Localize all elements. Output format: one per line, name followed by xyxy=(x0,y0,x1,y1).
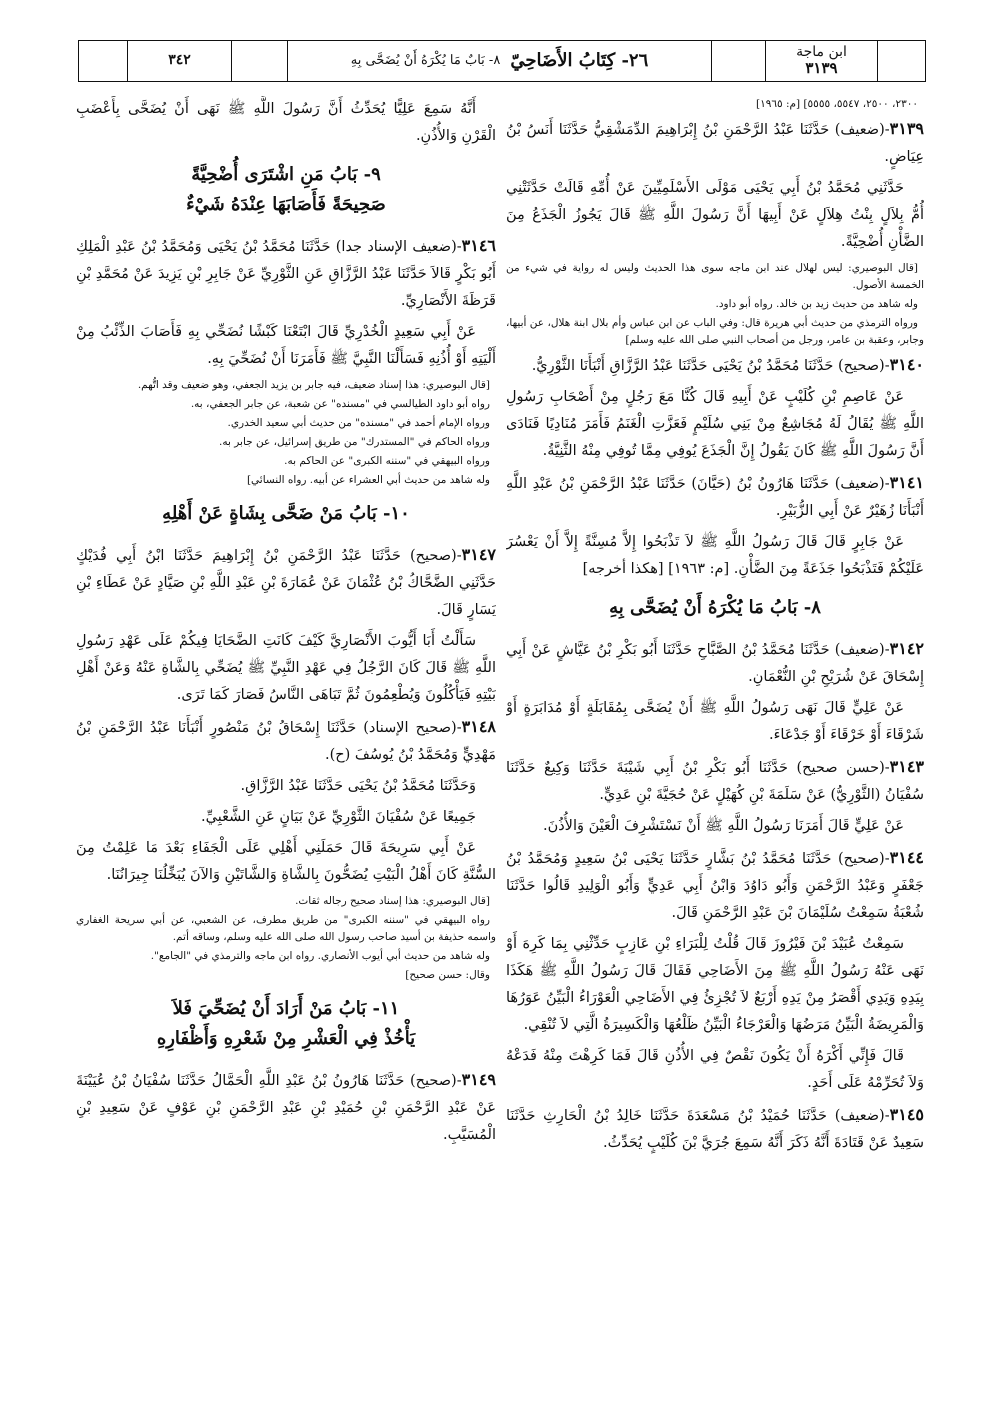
book-title: ٢٦- كِتَابُ الأَضَاحِيّ xyxy=(510,50,649,72)
hadith-3144-chain xyxy=(506,844,924,927)
hadith-isnad: -(صحيح) حَدَّثَنَا مُحَمَّدُ بْنُ بَشَّارٍ حَدَّثَنَا يَحْيَى بْنُ سَعِيدٍ وَمُحَمَّدُ بْنُ جَعْفَرٍ وَعَبْدُ الرَّحْمَنِ وَأَبُو دَاوُدَ وَابْنُ أَبِي عَدِيٍّ وَأَبُو الْوَلِيدِ قَالُوا حَدَّثَنَا شُعْبَةُ سَمِعْتُ سُلَيْمَانَ بْنَ عَبْدِ الرَّحْمَنِ قَالَ. xyxy=(506,851,924,921)
hadith-isnad: -(ضعيف) حَدَّثَنَا عَبْدُ الرَّحْمَنِ بْنُ إِبْرَاهِيمَ الدِّمَشْقِيُّ حَدَّثَنَا أَنَسُ بْنُ عِيَاضٍ. xyxy=(506,122,924,165)
footnote: ورواه الترمذي من حديث أبي هريرة قال: وفي الباب عن ابن عباس وأم بلال ابنة هلال، عن أبيها، وجابر، وعقبة بن عامر، ورجل من أصحاب النبي صلى الله عليه وسلم] xyxy=(506,317,924,346)
hadith-3140-chain xyxy=(506,351,924,380)
header-ref-number: ٣١٣٩ xyxy=(805,59,838,78)
header-empty-cell xyxy=(711,41,765,81)
hadith-3142-text: عَنْ عَلِيٍّ قَالَ نَهَى رَسُولُ اللَّهِ ﷺ أَنْ يُضَحَّى بِمُقَابَلَةٍ أَوْ مُدَابَرَةٍ أَوْ شَرْقَاءَ أَوْ خَرْقَاءَ أَوْ جَدْعَاءَ. xyxy=(506,700,924,743)
right-column xyxy=(506,96,924,1386)
header-empty-cell xyxy=(877,41,925,81)
hadith-number: ٣١٤٩ xyxy=(461,1070,496,1089)
hadith-isnad: -(صحيح) حَدَّثَنَا مُحَمَّدُ بْنُ يَحْيَى حَدَّثَنَا عَبْدُ الرَّزَّاقِ أَنْبَأَنَا الثَّوْرِيُّ. xyxy=(531,358,890,374)
hadith-3141-chain xyxy=(506,469,924,525)
header-ref-label: ابن ماجة xyxy=(796,44,847,61)
hadith-number: ٣١٤٦ xyxy=(461,236,496,255)
hadith-isnad: -(ضعيف) حَدَّثَنَا هَارُونُ بْنُ (حَيَّانَ) حَدَّثَنَا عَبْدُ الرَّحْمَنِ بْنُ عَبْدِ اللَّهِ أَنْبَأَنَا زُهَيْرٌ عَنْ أَبِي الزُّبَيْرِ. xyxy=(506,476,924,519)
chapter-title: ٨- بَابٌ مَا يُكْرَهُ أَنْ يُضَحَّى بِهِ xyxy=(350,52,501,68)
hadith-number: ٣١٣٩ xyxy=(889,119,924,138)
hadith-number: ٣١٤٢ xyxy=(889,639,924,658)
hadith-isnad: -(صحيح) حَدَّثَنَا هَارُونُ بْنُ عَبْدِ اللَّهِ الْحَمَّالُ حَدَّثَنَا سُفْيَانُ بْنُ عُيَيْنَةَ عَنْ عَبْدِ الرَّحْمَنِ بْنِ حُمَيْدِ بْنِ عَبْدِ الرَّحْمَنِ بْنِ عَوْفٍ عَنْ سَعِيدِ بْنِ الْمُسَيَّبِ. xyxy=(76,1073,496,1143)
left-column xyxy=(76,96,496,1386)
hadith-3139-text: حَدَّثَنِي مُحَمَّدُ بْنُ أَبِي يَحْيَى مَوْلَى الأَسْلَمِيِّينَ عَنْ أُمِّهِ قَالَتْ حَدَّثَتْنِي أُمُّ بِلاَلٍ بِنْتُ هِلاَلٍ عَنْ أَبِيهَا أَنَّ رَسُولَ اللَّهِ ﷺ قَالَ يَجُوزُ الْجَذَعُ مِنَ الضَّأْنِ أُضْحِيَّةً. xyxy=(506,180,924,250)
hadith-3146-chain xyxy=(76,232,496,315)
hadith-isnad: -(ضعيف) حَدَّثَنَا مُحَمَّدُ بْنُ الصَّبَّاحِ حَدَّثَنَا أَبُو بَكْرِ بْنُ عَيَّاشٍ عَنْ أَبِي إِسْحَاقَ عَنْ شُرَيْحِ بْنِ النُّعْمَانِ. xyxy=(506,642,924,685)
hadith-3145-text: أَنَّهُ سَمِعَ عَلِيًّا يُحَدِّثُ أَنَّ رَسُولَ اللَّهِ ﷺ نَهَى أَنْ يُضَحَّى بِأَعْضَبِ الْقَرْنِ وَالأُذُنِ. xyxy=(76,101,496,144)
hadith-3148-text: عَنْ أَبِي سَرِيحَةَ قَالَ حَمَلَنِي أَهْلِي عَلَى الْجَفَاءِ بَعْدَ مَا عَلِمْتُ مِنَ السُّنَّةِ كَانَ أَهْلُ الْبَيْتِ يُضَحُّونَ بِالشَّاةِ وَالشَّاتَيْنِ وَالآنَ يُبَخِّلُنَا جِيرَانُنَا. xyxy=(76,840,496,883)
chapter-heading-line: يَأْخُذْ فِي الْعَشْرِ مِنْ شَعْرِهِ وَأَظْفَارِهِ xyxy=(156,1028,416,1049)
footnote: ورواه الإمام أحمد في "مسنده" من حديث أبي سعيد الخدري. xyxy=(227,417,490,429)
header-empty-cell xyxy=(231,41,287,81)
chapter-heading-11 xyxy=(76,994,496,1054)
hadith-3149-chain xyxy=(76,1066,496,1149)
footnote: رواه أبو داود الطيالسي في "مسنده" عن شعبة، عن جابر الجعفي، به. xyxy=(190,398,490,410)
footnote: [قال البوصيري: هذا إسناد صحيح رجاله ثقات. xyxy=(295,895,490,907)
hadith-3148-chain-3: جَمِيعًا عَنْ سُفْيَانَ الثَّوْرِيِّ عَنْ بَيَانٍ عَنِ الشَّعْبِيِّ. xyxy=(201,809,476,825)
hadith-3144-text: سَمِعْتُ عُبَيْدَ بْنَ فَيْرُوزَ قَالَ قُلْتُ لِلْبَرَاءِ بْنِ عَازِبٍ حَدِّثْنِي بِمَا كَرِهَ أَوْ نَهَى عَنْهُ رَسُولُ اللَّهِ ﷺ مِنَ الأَضَاحِي فَقَالَ قَالَ رَسُولُ اللَّهِ ﷺ هَكَذَا بِيَدِهِ وَيَدِي أَقْصَرُ مِنْ يَدِهِ أَرْبَعٌ لاَ تُجْزِئُ فِي الأَضَاحِي الْعَوْرَاءُ الْبَيِّنُ عَوَرُهَا وَالْمَرِيضَةُ الْبَيِّنُ مَرَضُهَا وَالْعَرْجَاءُ الْبَيِّنُ ظَلْعُهَا وَالْكَسِيرَةُ الَّتِي لاَ تُنْقِي. xyxy=(506,936,924,1033)
hadith-3142-chain xyxy=(506,635,924,691)
footnote: وقال: حسن صحيح] xyxy=(405,969,490,981)
hadith-3144-text-2: قَالَ فَإِنِّي أَكْرَهُ أَنْ يَكُونَ نَقْصٌ فِي الأُذُنِ قَالَ فَمَا كَرِهْتَ مِنْهُ فَدَعْهُ وَلاَ تُحَرِّمْهُ عَلَى أَحَدٍ. xyxy=(506,1048,924,1091)
hadith-number: ٣١٤٥ xyxy=(889,1105,924,1124)
hadith-3148-chain xyxy=(76,713,496,769)
hadith-isnad: -(ضعيف) حَدَّثَنَا حُمَيْدُ بْنُ مَسْعَدَةَ حَدَّثَنَا خَالِدُ بْنُ الْحَارِثِ حَدَّثَنَا سَعِيدٌ عَنْ قَتَادَةَ أَنَّهُ ذَكَرَ أَنَّهُ سَمِعَ جُرَيَّ بْنَ كُلَيْبٍ يُحَدِّثُ. xyxy=(506,1108,924,1151)
hadith-number: ٣١٤٣ xyxy=(889,757,924,776)
hadith-3147-text: سَأَلْتُ أَبَا أَيُّوبَ الأَنْصَارِيَّ كَيْفَ كَانَتِ الضَّحَايَا فِيكُمْ عَلَى عَهْدِ رَسُولِ اللَّهِ ﷺ قَالَ كَانَ الرَّجُلُ فِي عَهْدِ النَّبِيِّ ﷺ يُضَحِّي بِالشَّاةِ عَنْهُ وَعَنْ أَهْلِ بَيْتِهِ فَيَأْكُلُونَ وَيُطْعِمُونَ ثُمَّ تَبَاهَى النَّاسُ فَصَارَ كَمَا تَرَى. xyxy=(76,633,496,703)
footnote: ورواه الحاكم في "المستدرك" من طريق إسرائيل، عن جابر به. xyxy=(219,436,490,448)
header-empty-cell xyxy=(79,41,127,81)
hadith-isnad: -(صحيح) حَدَّثَنَا عَبْدُ الرَّحْمَنِ بْنُ إِبْرَاهِيمَ حَدَّثَنَا ابْنُ أَبِي فُدَيْكٍ حَدَّثَنِي الضَّحَّاكُ بْنُ عُثْمَانَ عَنْ عُمَارَةَ بْنِ عَبْدِ اللَّهِ بْنِ صَيَّادٍ عَنْ عَطَاءِ بْنِ يَسَارٍ قَالَ. xyxy=(76,548,496,618)
hadith-isnad: -(حسن صحيح) حَدَّثَنَا أَبُو بَكْرِ بْنُ أَبِي شَيْبَةَ حَدَّثَنَا وَكِيعٌ حَدَّثَنَا سُفْيَانُ (الثَّوْرِيُّ) عَنْ سَلَمَةَ بْنِ كُهَيْلٍ عَنْ حُجَيَّةَ بْنِ عَدِيٍّ. xyxy=(506,760,924,803)
hadith-isnad: -(ضعيف الإسناد جدا) حَدَّثَنَا مُحَمَّدُ بْنُ يَحْيَى وَمُحَمَّدُ بْنُ عَبْدِ الْمَلِكِ أَبُو بَكْرٍ قَالاَ حَدَّثَنَا عَبْدُ الرَّزَّاقِ عَنِ الثَّوْرِيِّ عَنْ جَابِرِ بْنِ يَزِيدَ عَنْ مُحَمَّدِ بْنِ قَرَظَةَ الأَنْصَارِيِّ. xyxy=(76,239,496,309)
page-header xyxy=(78,40,926,82)
chapter-heading-9 xyxy=(76,160,496,220)
hadith-3146-text: عَنْ أَبِي سَعِيدٍ الْخُدْرِيِّ قَالَ ابْتَعْنَا كَبْشًا نُضَحِّي بِهِ فَأَصَابَ الذِّئْبُ مِنْ أَلْيَتِهِ أَوْ أُذُنِهِ فَسَأَلْنَا النَّبِيَّ ﷺ فَأَمَرَنَا أَنْ نُضَحِّيَ بِهِ. xyxy=(76,324,496,367)
chapter-heading-10: ١٠- بَابُ مَنْ ضَحَّى بِشَاةٍ عَنْ أَهْلِهِ xyxy=(162,503,410,524)
footnote: رواه البيهقي في "سننه الكبرى" من طريق مطرف، عن الشعبي، عن أبي سريحة الغفاري واسمه حذيفة بن أسيد صاحب رسول الله صلى الله عليه وسلم، وساقه أتم. xyxy=(76,914,496,943)
hadith-3143-chain xyxy=(506,753,924,809)
header-title xyxy=(287,41,711,81)
chapter-heading-line: ١١- بَابُ مَنْ أَرَادَ أَنْ يُضَحِّيَ فَلاَ xyxy=(172,998,400,1019)
hadith-3143-text: عَنْ عَلِيٍّ قَالَ أَمَرَنَا رَسُولُ اللَّهِ ﷺ أَنْ نَسْتَشْرِفَ الْعَيْنَ وَالأُذُنَ. xyxy=(542,818,904,834)
hadith-3145-chain xyxy=(506,1101,924,1157)
footnote: [قال البوصيري: ليس لهلال عند ابن ماجه سوى هذا الحديث وليس له رواية في شيء من الخمسة الأصول. xyxy=(506,262,924,291)
footnote: وله شاهد من حديث زيد بن خالد. رواه أبو داود. xyxy=(715,298,918,310)
hadith-3140-text: عَنْ عَاصِمِ بْنِ كُلَيْبٍ عَنْ أَبِيهِ قَالَ كُنَّا مَعَ رَجُلٍ مِنْ أَصْحَابِ رَسُولِ اللَّهِ ﷺ يُقَالُ لَهُ مُجَاشِعٌ مِنْ بَنِي سُلَيْمٍ فَعَزَّتِ الْغَنَمُ فَأَمَرَ مُنَادِيًا فَنَادَى أَنَّ رَسُولَ اللَّهِ ﷺ كَانَ يَقُولُ إِنَّ الْجَذَعَ يُوفِي مِمَّا تُوفِي مِنْهُ الثَّنِيَّةُ. xyxy=(506,389,924,459)
footnote: [قال البوصيري: هذا إسناد ضعيف، فيه جابر بن يزيد الجعفي، وهو ضعيف وقد اتُّهم. xyxy=(137,379,490,391)
chapter-heading-line: صَحِيحَةً فَأَصَابَهَا عِنْدَهُ شَيْءٌ xyxy=(186,194,386,215)
hadith-number: ٣١٤٧ xyxy=(461,545,496,564)
hadith-3147-chain xyxy=(76,541,496,624)
hadith-number: ٣١٤٨ xyxy=(461,717,496,736)
hadith-number: ٣١٤٤ xyxy=(889,848,924,867)
hadith-3139-chain xyxy=(506,115,924,171)
page-number: ٣٤٢ xyxy=(127,41,231,81)
hadith-3141-text: عَنْ جَابِرٍ قَالَ قَالَ رَسُولُ اللَّهِ ﷺ لاَ تَذْبَحُوا إِلاَّ مُسِنَّةً إِلاَّ أَنْ يَعْسُرَ عَلَيْكُمْ فَتَذْبَحُوا جَذَعَةً مِنَ الضَّأْنِ. [م: ١٩٦٣] [هكذا أخرجه] xyxy=(506,534,924,577)
footnote: وله شاهد من حديث أبي العشراء عن أبيه. رواه النسائي] xyxy=(246,474,490,486)
header-reference xyxy=(765,41,877,81)
hadith-3148-chain-2: وَحَدَّثَنَا مُحَمَّدُ بْنُ يَحْيَى حَدَّثَنَا عَبْدُ الرَّزَّاقِ. xyxy=(240,778,476,794)
chapter-heading-8: ٨- بَابُ مَا يُكْرَهُ أَنْ يُضَحَّى بِهِ xyxy=(609,597,821,618)
footnote: ورواه البيهقي في "سننه الكبرى" عن الحاكم به. xyxy=(284,455,490,467)
hadith-number: ٣١٤١ xyxy=(889,473,924,492)
chapter-heading-line: ٩- بَابُ مَنِ اشْتَرَى أُضْحِيَّةً xyxy=(191,164,381,185)
hadith-number: ٣١٤٠ xyxy=(889,355,924,374)
footnote: وله شاهد من حديث أبي أيوب الأنصاري. رواه ابن ماجه والترمذي في "الجامع". xyxy=(150,950,490,962)
hadith-isnad: -(صحيح الإسناد) حَدَّثَنَا إِسْحَاقُ بْنُ مَنْصُورٍ أَنْبَأَنَا عَبْدُ الرَّحْمَنِ بْنُ مَهْدِيٍّ وَمُحَمَّدُ بْنُ يُوسُفَ (ح). xyxy=(76,720,496,763)
top-reference: ٢٣٠٠، ٢٥٠٠، ٥٥٤٧، ٥٥٥٥] [م: ١٩٦٥] xyxy=(755,98,918,110)
